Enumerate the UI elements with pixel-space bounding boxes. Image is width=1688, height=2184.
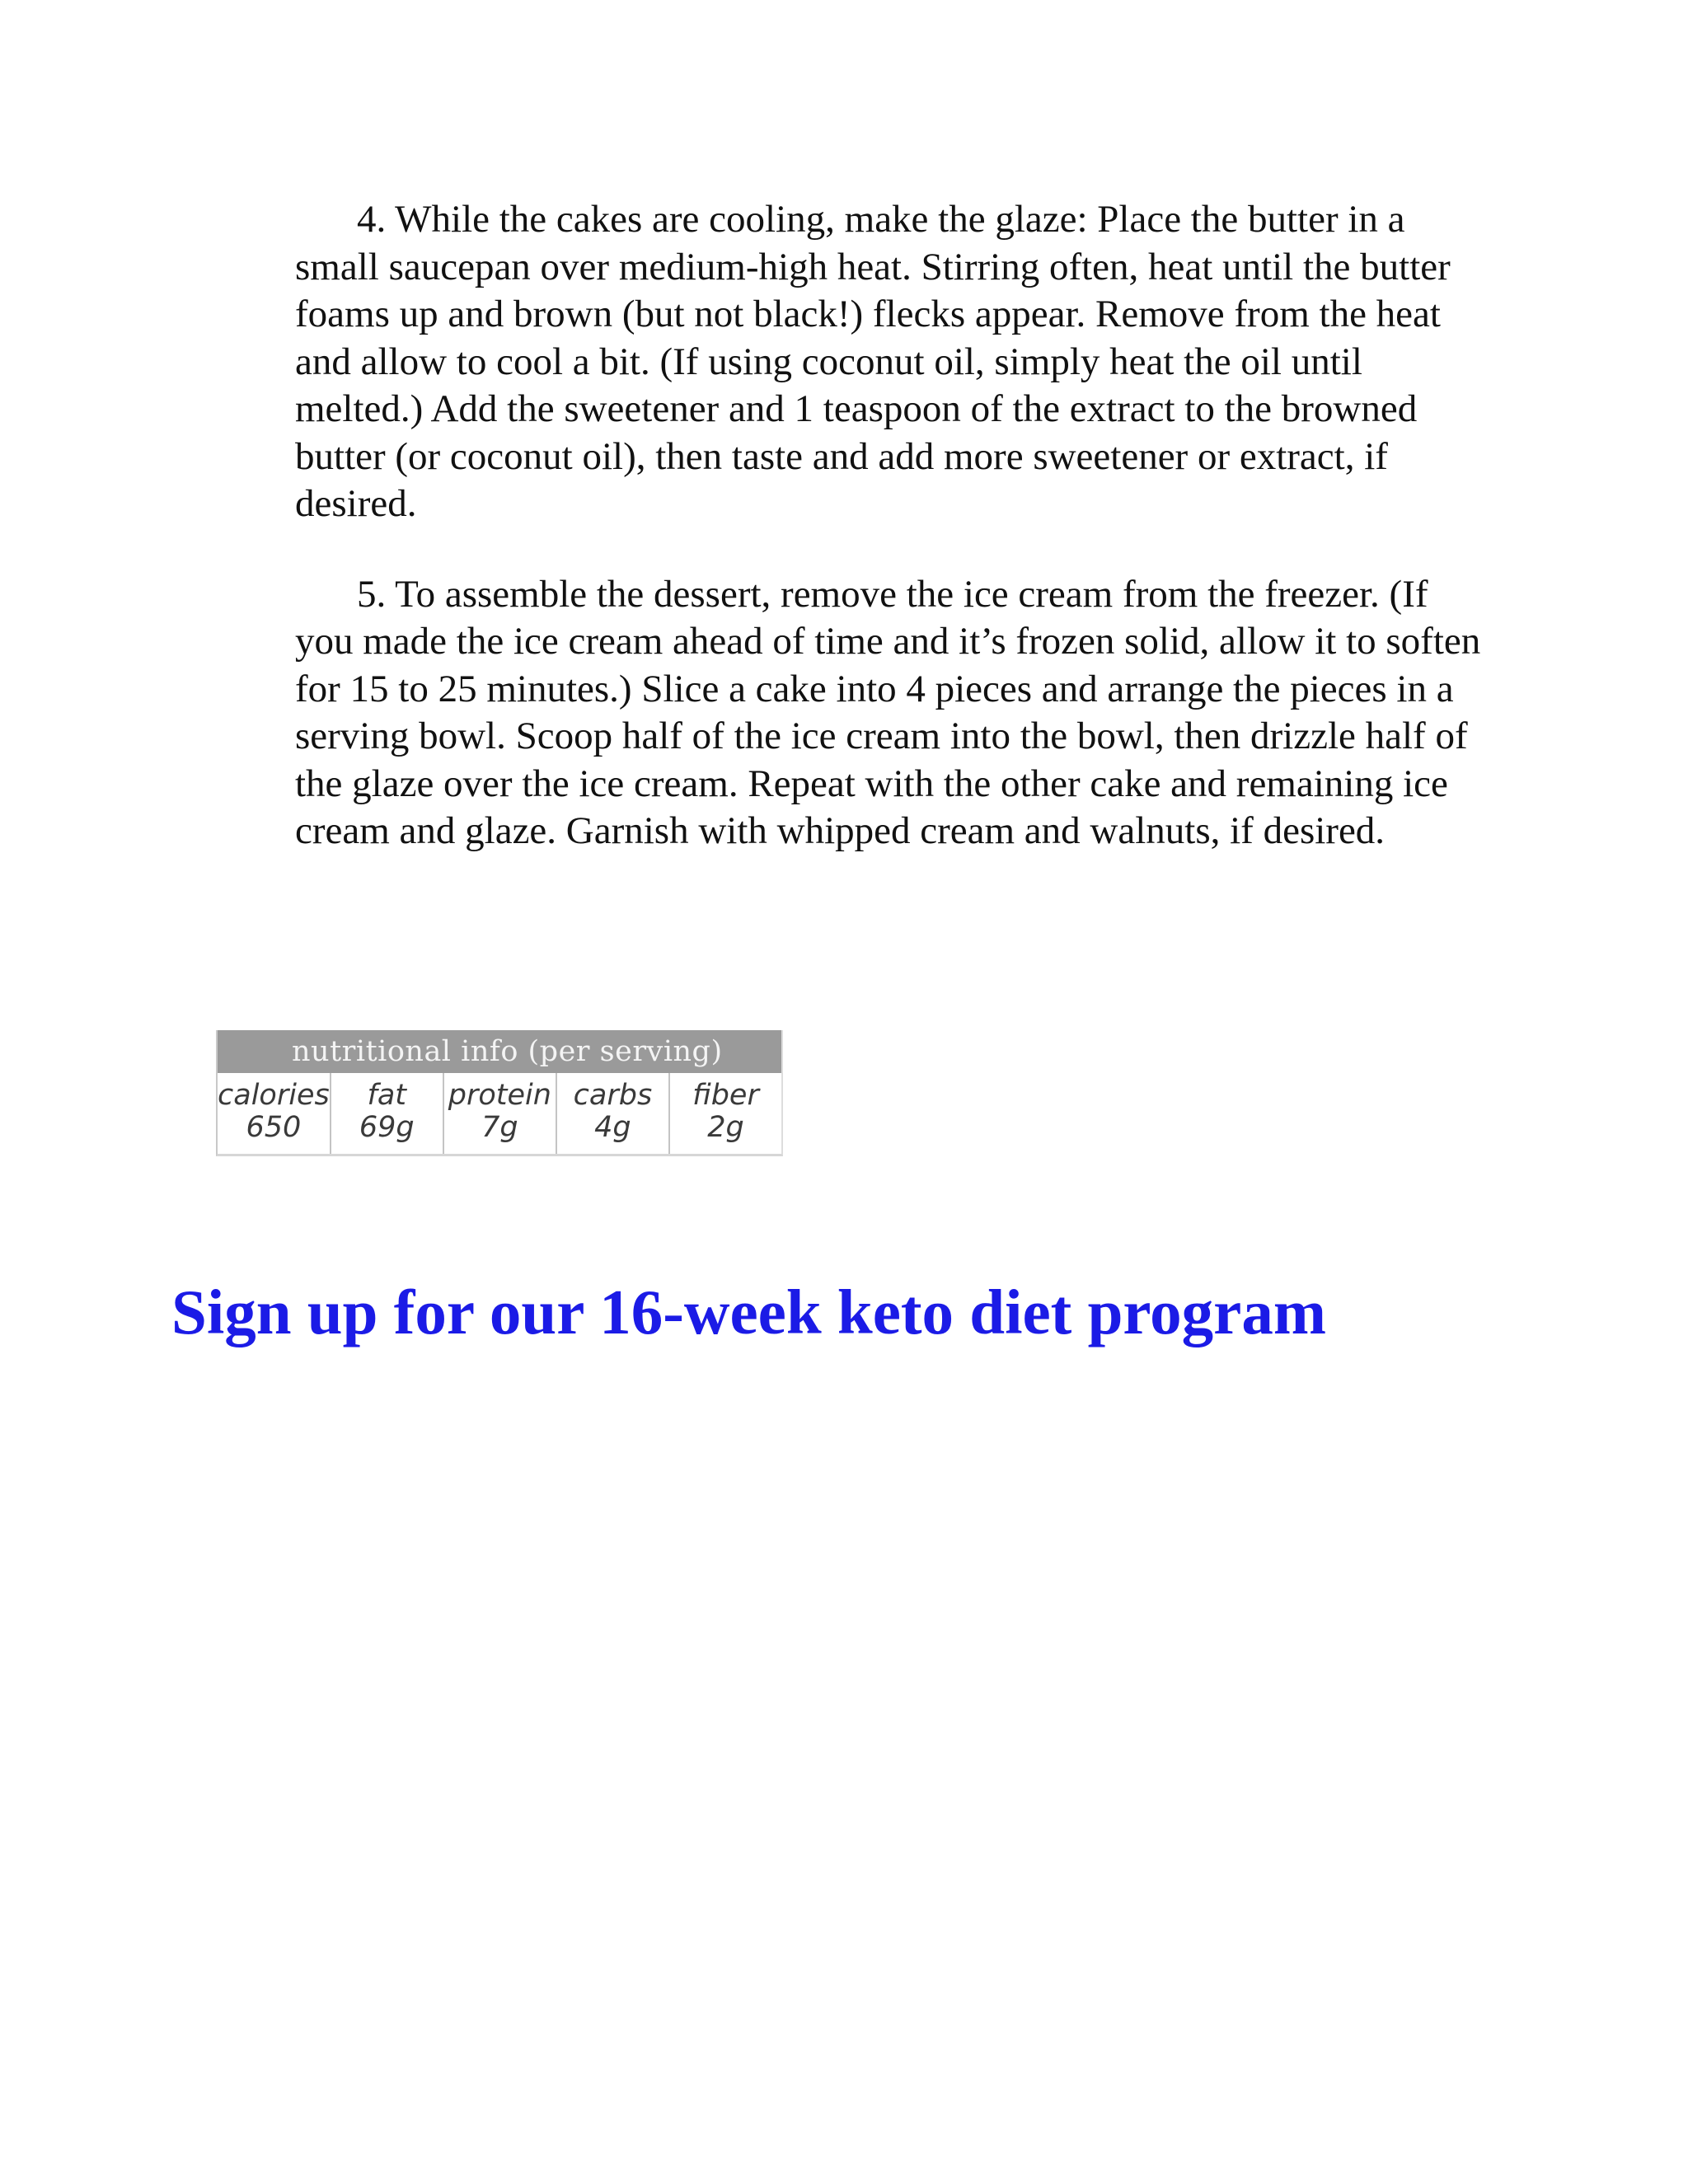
nutrition-table xyxy=(216,1030,783,1156)
nutrition-table-header: nutritional info (per serving) xyxy=(218,1030,781,1073)
nutrition-cell-fat xyxy=(331,1073,444,1154)
nutrition-value: 2g xyxy=(707,1111,744,1144)
nutrition-label: protein xyxy=(448,1079,551,1112)
nutrition-value: 4g xyxy=(594,1111,631,1144)
recipe-step-4: 4. While the cakes are cooling, make the glaze: Place the butter in a small saucepan over medium-high heat. Stirring often, heat until the butter foams up and brown (but not black!) flecks appear. Remove from the heat and allow to cool a bit. (If using coconut oil, simply heat the oil until melted.) Add the sweetener and 1 teaspoon of the extract to the browned butter (or coconut oil), then taste and add more sweetener or extract, if desired. xyxy=(295,198,1451,525)
recipe-steps xyxy=(295,196,1486,855)
nutrition-label: carbs xyxy=(573,1079,653,1112)
nutrition-value: 650 xyxy=(246,1111,302,1144)
nutrition-cell-protein xyxy=(444,1073,557,1154)
nutrition-value: 69g xyxy=(359,1111,415,1144)
nutrition-table-row xyxy=(218,1073,781,1154)
nutrition-value: 7g xyxy=(481,1111,518,1144)
nutrition-cell-fiber xyxy=(670,1073,781,1154)
nutrition-cell-carbs xyxy=(557,1073,670,1154)
nutrition-cell-calories xyxy=(218,1073,331,1154)
nutrition-label: fat xyxy=(367,1079,406,1112)
signup-link[interactable]: Sign up for our 16-week keto diet program xyxy=(171,1277,1327,1347)
nutrition-label: calories xyxy=(218,1079,330,1112)
recipe-step-5: 5. To assemble the dessert, remove the ice cream from the freezer. (If you made the ice cream ahead of time and it’s frozen solid, allow it to soften for 15 to 25 minutes.) Slice a cake into 4 pieces and arrange the pieces in a serving bowl. Scoop half of the ice cream into the bowl, then drizzle half of the glaze over the ice cream. Repeat with the other cake and remaining ice cream and glaze. Garnish with whipped cream and walnuts, if desired. xyxy=(295,572,1481,852)
nutrition-label: fiber xyxy=(692,1079,759,1112)
